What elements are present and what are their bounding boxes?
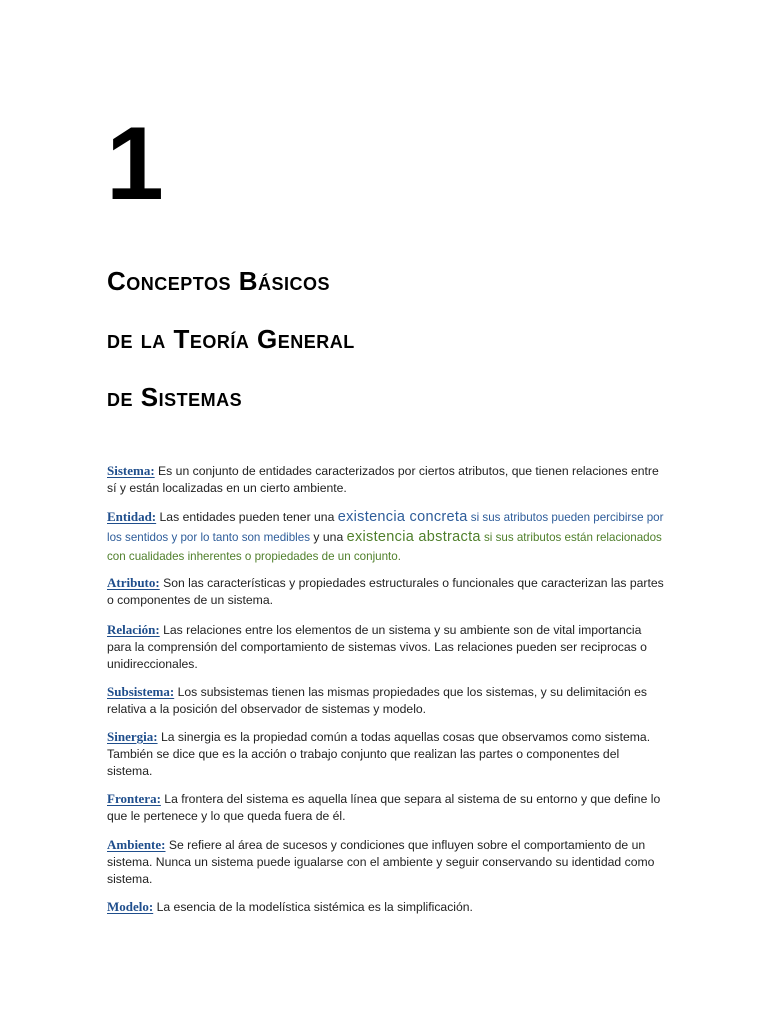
definition-text: Se refiere al área de sucesos y condiciones que influyen sobre el comportamiento de un sistema. Nunca un sistema puede igualarse con el ambiente y seguir conservando su identidad como sistema. bbox=[107, 838, 655, 886]
definition-text: y una bbox=[310, 529, 347, 544]
term-ambiente: Ambiente: bbox=[107, 837, 166, 852]
highlight-abstracta-description: si sus atributos están relacionados con cualidades inherentes o propiedades de un conjunto. bbox=[107, 530, 662, 563]
term-modelo: Modelo: bbox=[107, 899, 154, 914]
definition-atributo bbox=[107, 574, 667, 609]
definition-frontera bbox=[107, 790, 667, 825]
term-entidad: Entidad: bbox=[107, 509, 157, 524]
definition-subsistema bbox=[107, 683, 667, 718]
definition-sinergia bbox=[107, 728, 667, 780]
highlight-existencia-abstracta: existencia abstracta bbox=[346, 528, 481, 545]
title-line-3: de Sistemas bbox=[107, 382, 243, 412]
definition-modelo bbox=[107, 898, 667, 916]
definition-text: Las entidades pueden tener una bbox=[156, 510, 338, 524]
highlight-concreta-description: si sus atributos pueden percibirse por los sentidos y por lo tanto son medibles bbox=[107, 511, 664, 544]
definition-text: La frontera del sistema es aquella línea que separa al sistema de su entorno y que define lo que le pertenece y lo que queda fuera de él. bbox=[107, 792, 661, 823]
definition-entidad bbox=[107, 508, 667, 567]
definition-text: Las relaciones entre los elementos de un sistema y su ambiente son de vital importancia para la comprensión del comportamiento de sistemas vivos. Las relaciones pueden ser reciprocas o unidireccionales. bbox=[107, 623, 647, 671]
term-subsistema: Subsistema: bbox=[107, 684, 175, 699]
chapter-number: 1 bbox=[106, 106, 164, 222]
title-line-2: de la Teoría General bbox=[107, 324, 355, 354]
term-relacion: Relación: bbox=[107, 622, 160, 637]
term-frontera: Frontera: bbox=[107, 791, 161, 806]
definition-text: Los subsistemas tienen las mismas propiedades que los sistemas, y su delimitación es relativa a la posición del observador de sistemas y modelo. bbox=[107, 685, 648, 716]
term-atributo: Atributo: bbox=[107, 575, 160, 590]
highlight-existencia-concreta: existencia concreta bbox=[337, 509, 468, 525]
definition-ambiente bbox=[107, 836, 667, 888]
term-sinergia: Sinergia: bbox=[107, 729, 158, 744]
title-line-1: Conceptos Básicos bbox=[107, 266, 330, 296]
definition-text: La esencia de la modelística sistémica es la simplificación. bbox=[153, 900, 473, 914]
definition-text: Es un conjunto de entidades caracterizados por ciertos atributos, que tienen relaciones entre sí y están localizadas en un cierto ambiente. bbox=[107, 464, 659, 495]
definition-relacion bbox=[107, 621, 667, 673]
definition-sistema bbox=[107, 462, 667, 497]
term-sistema: Sistema: bbox=[107, 463, 155, 478]
definition-text: Son las características y propiedades estructurales o funcionales que caracterizan las partes o componentes de un sistema. bbox=[107, 576, 664, 607]
definition-text: La sinergia es la propiedad común a todas aquellas cosas que observamos como sistema. También se dice que es la acción o trabajo conjunto que realizan las partes o componentes del sistema. bbox=[107, 730, 651, 778]
